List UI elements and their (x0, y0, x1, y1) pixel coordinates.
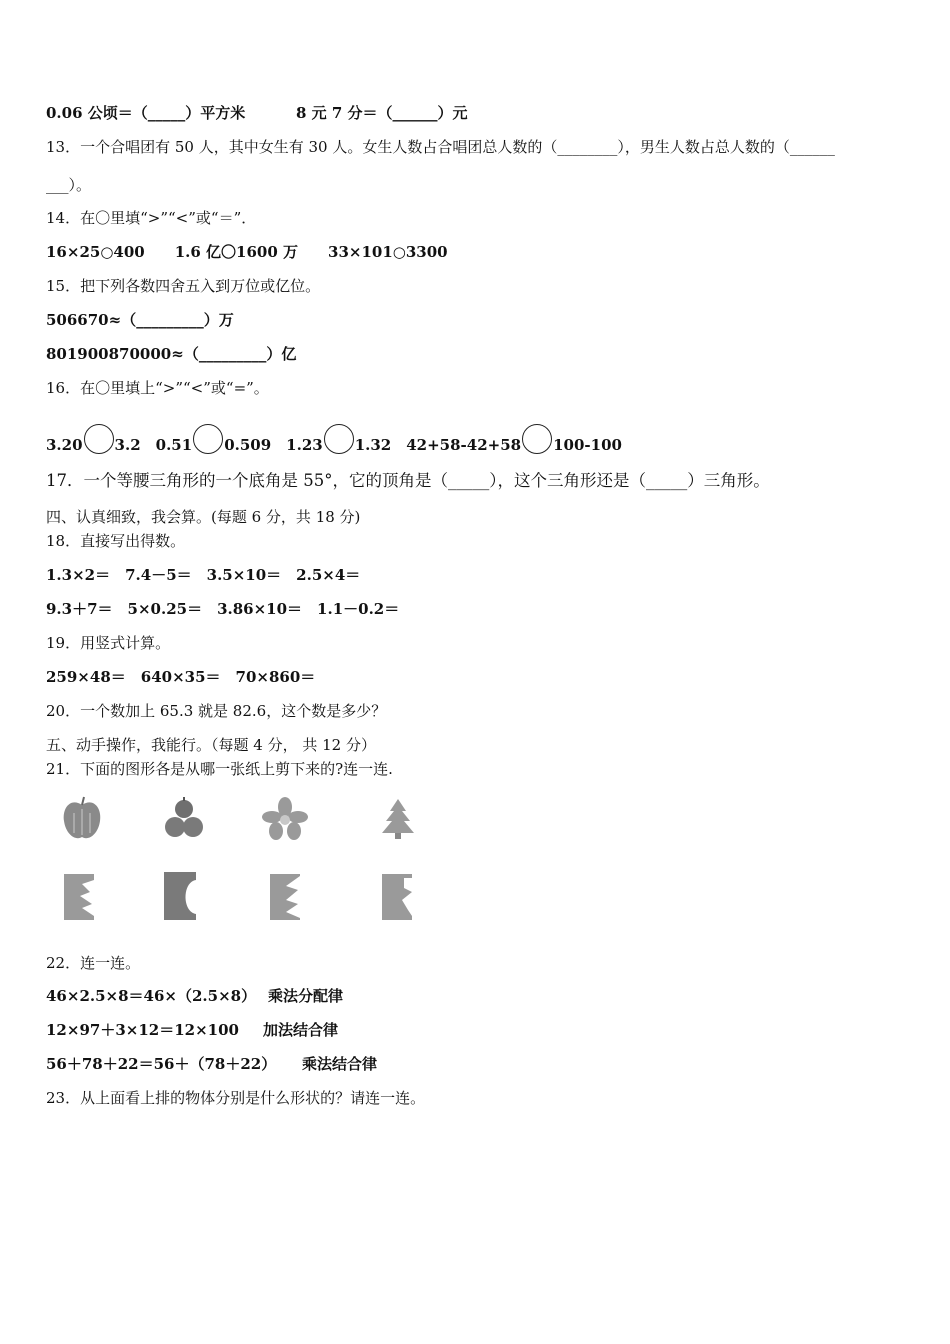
q20-text: 20．一个数加上 65.3 就是 82.6，这个数是多少？ (46, 702, 387, 720)
paper-cutout-4-icon (378, 870, 416, 924)
q15-b: 801900870000≈（_________）亿 (46, 345, 297, 363)
compare-circle[interactable] (324, 424, 354, 454)
apple-cutout-icon (60, 795, 104, 843)
compare-circle[interactable] (84, 424, 114, 454)
paper-cutout-1-icon (60, 870, 98, 924)
flower-cutout-icon (262, 797, 308, 841)
gourd-cutout-icon (162, 795, 206, 843)
q19-row: 259×48＝ 640×35＝ 70×860＝ (46, 668, 316, 686)
q13-text: 13．一个合唱团有 50 人，其中女生有 30 人。女生人数占合唱团总人数的（________），男生人数占总人数的（______ (46, 138, 835, 156)
q14-text: 14．在〇里填“>”“<”或“＝”． (46, 209, 257, 227)
q21-text: 21．下面的图形各是从哪一张纸上剪下来的?连一连. (46, 760, 393, 778)
q18-row-b: 9.3＋7＝ 5×0.25＝ 3.86×10＝ 1.1－0.2＝ (46, 600, 400, 618)
paper-cutout-2-icon (160, 868, 200, 924)
q15-a: 506670≈（_________）万 (46, 311, 234, 329)
q16-row: 3.20 3.2 0.51 0.509 1.23 1.32 42+58-42+58 100-100 (46, 424, 622, 455)
q22-law-a: 乘法分配律 (268, 987, 344, 1005)
q18-row-a: 1.3×2＝ 7.4－5＝ 3.5×10＝ 2.5×4＝ (46, 566, 361, 584)
q14-row: 16×25○400 1.6 亿〇1600 万 33×101○3300 (46, 243, 448, 261)
q22-item-b: 12×97＋3×12＝12×100 (46, 1021, 239, 1039)
q13-text-cont: ___）。 (46, 176, 92, 194)
q22-text: 22．连一连。 (46, 954, 141, 972)
tree-cutout-icon (376, 797, 420, 841)
q22-law-b: 加法结合律 (263, 1021, 339, 1039)
q12-line-a: 0.06 公顷＝（_____）平方米 (46, 104, 246, 122)
compare-circle[interactable] (522, 424, 552, 454)
section-4-heading: 四、认真细致，我会算。(每题 6 分，共 18 分) (46, 508, 361, 526)
q22-law-c: 乘法结合律 (302, 1055, 378, 1073)
paper-cutout-3-icon (266, 870, 304, 924)
q22-item-a: 46×2.5×8＝46×（2.5×8） (46, 987, 257, 1005)
q12-line-b: 8 元 7 分＝（______）元 (296, 104, 468, 122)
q22-item-c: 56＋78＋22＝56＋（78＋22） (46, 1055, 277, 1073)
compare-circle[interactable] (193, 424, 223, 454)
q15-text: 15．把下列各数四舍五入到万位或亿位。 (46, 277, 321, 295)
q19-text: 19．用竖式计算。 (46, 634, 171, 652)
q18-text: 18．直接写出得数。 (46, 532, 186, 550)
section-5-heading: 五、动手操作，我能行。（每题 4 分， 共 12 分） (46, 736, 376, 754)
q16-text: 16．在〇里填上“>”“<”或“=”。 (46, 379, 269, 397)
q23-text: 23．从上面看上排的物体分别是什么形状的？请连一连。 (46, 1089, 426, 1107)
q17-text: 17．一个等腰三角形的一个底角是 55°，它的顶角是（_____），这个三角形还是（_____）三角形。 (46, 471, 770, 490)
